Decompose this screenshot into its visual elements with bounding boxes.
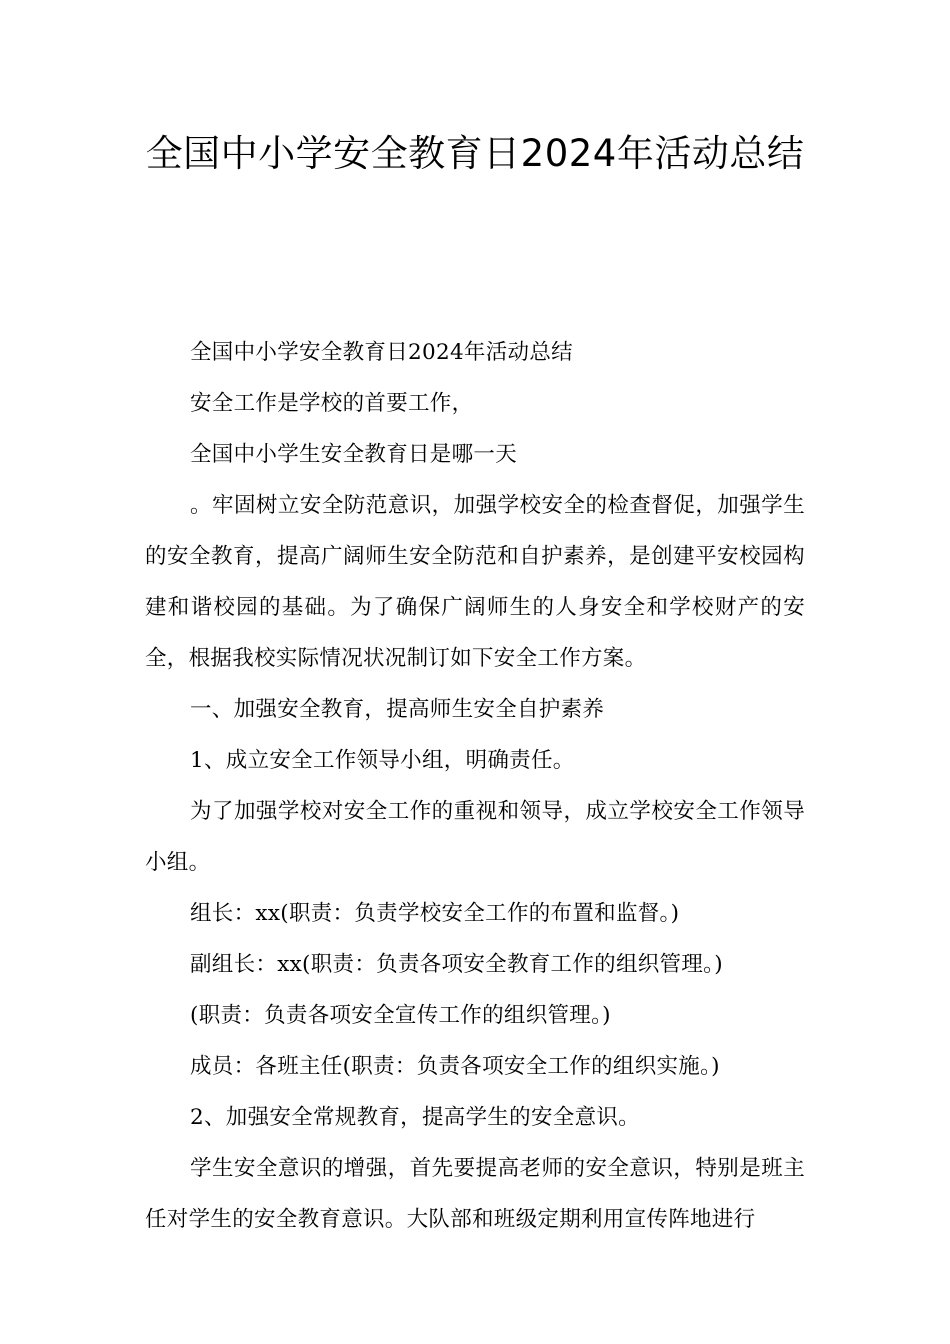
list-item-leader: 组长：xx(职责：负责学校安全工作的布置和监督。) <box>190 901 680 926</box>
document-body <box>145 327 805 1245</box>
document-title: 全国中小学安全教育日2024年活动总结 <box>145 132 805 175</box>
section-heading-1: 一、加强安全教育，提高师生安全自护素养 <box>190 697 605 722</box>
paragraph-intro: 安全工作是学校的首要工作， <box>190 391 474 416</box>
list-item-deputy-leader: 副组长：xx(职责：负责各项安全教育工作的组织管理。) <box>190 952 723 977</box>
paragraph-heading-repeat: 全国中小学安全教育日2024年活动总结 <box>190 340 573 365</box>
subsection-heading-1: 1、成立安全工作领导小组，明确责任。 <box>190 748 575 773</box>
list-item-publicity: (职责：负责各项安全宣传工作的组织管理。) <box>190 1003 611 1028</box>
paragraph-purpose: 。牢固树立安全防范意识，加强学校安全的检查督促，加强学生的安全教育，提高广阔师生安全防范和自护素养，是创建平安校园构建和谐校园的基础。为了确保广阔师生的人身安全和学校财产的安全，根据我校实际情况状况制订如下安全工作方案。 <box>145 493 805 671</box>
subsection-heading-2: 2、加强安全常规教育，提高学生的安全意识。 <box>190 1105 640 1130</box>
paragraph-question: 全国中小学生安全教育日是哪一天 <box>190 442 518 467</box>
paragraph-leadership: 为了加强学校对安全工作的重视和领导，成立学校安全工作领导小组。 <box>145 799 805 875</box>
paragraph-awareness: 学生安全意识的增强，首先要提高老师的安全意识，特别是班主任对学生的安全教育意识。大队部和班级定期利用宣传阵地进行 <box>145 1156 805 1232</box>
list-item-members: 成员：各班主任(职责：负责各项安全工作的组织实施。) <box>190 1054 720 1079</box>
